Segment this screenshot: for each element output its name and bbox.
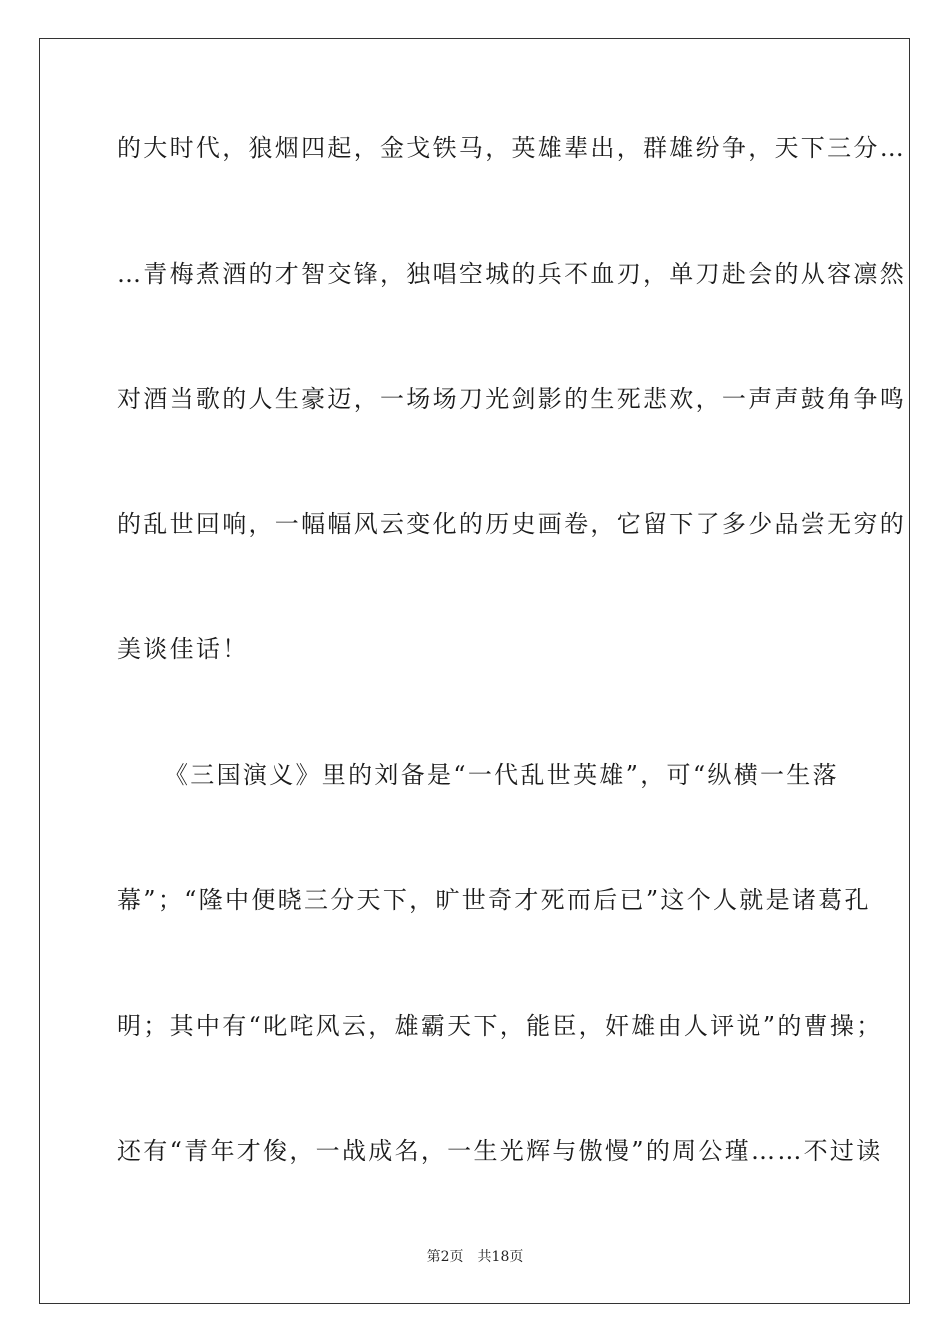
text-line: 明；其中有“叱咤风云，雄霸天下，能臣，奸雄由人评说”的曹操； (117, 1012, 883, 1040)
text-line: 幕”；“隆中便晓三分天下，旷世奇才死而后已”这个人就是诸葛孔 (117, 886, 871, 914)
text-line: 的乱世回响，一幅幅风云变化的历史画卷，它留下了多少品尝无穷的 (117, 510, 906, 538)
paragraph-first-line: 《三国演义》里的刘备是“一代乱世英雄”，可“纵横一生落 (164, 761, 839, 789)
text-line: 的大时代，狼烟四起，金戈铁马，英雄辈出，群雄纷争，天下三分… (117, 134, 906, 162)
text-line: 对酒当歌的人生豪迈，一场场刀光剑影的生死悲欢，一声声鼓角争鸣 (117, 385, 906, 413)
text-line: 美谈佳话！ (117, 635, 249, 663)
page-border (39, 38, 910, 1304)
text-line: …青梅煮酒的才智交锋，独唱空城的兵不血刃，单刀赴会的从容凛然 (117, 260, 906, 288)
page-number: 第2页 (426, 1249, 464, 1265)
text-line: 还有“青年才俊，一战成名，一生光辉与傲慢”的周公瑾……不过读 (117, 1137, 883, 1165)
page-footer (0, 1248, 950, 1266)
total-pages: 共18页 (477, 1249, 524, 1265)
